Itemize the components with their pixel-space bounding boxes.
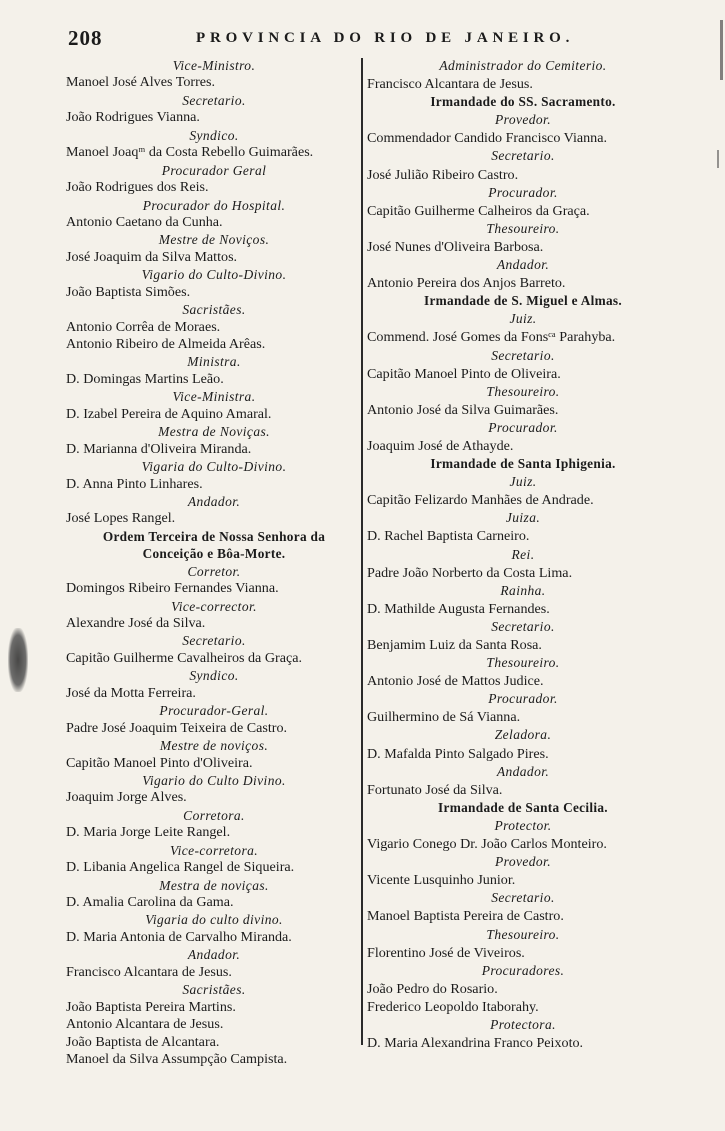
member-name: D. Amalia Carolina da Gama. [66, 894, 234, 910]
office-title: Sacristães. [182, 982, 246, 998]
office-title: Ministra. [187, 354, 241, 370]
office-title: Andador. [187, 493, 241, 509]
office-title: Sacristães. [182, 302, 246, 318]
member-name: D. Maria Alexandrina Franco Peixoto. [367, 1035, 584, 1052]
office-title: Zeladora. [494, 727, 552, 743]
member-name: Capitão Felizardo Manhães de Andrade. [367, 492, 594, 509]
office-title: Provedor. [495, 112, 551, 128]
office-title: Syndico. [189, 127, 239, 143]
office-title: Rei. [511, 546, 535, 562]
office-title: Secretario. [491, 618, 555, 634]
office-title: Andador. [187, 947, 241, 963]
member-name: D. Maria Antonia de Carvalho Miranda. [66, 928, 292, 945]
office-title: Thesoureiro. [486, 926, 560, 942]
office-title: Procurador do Hospital. [142, 197, 286, 213]
member-name: João Rodrigues dos Reis. [66, 179, 209, 196]
section-heading: Irmandade de S. Miguel e Almas. [423, 293, 623, 309]
office-title: Vigaria do Culto-Divino. [141, 459, 287, 475]
member-name: Antonio Ribeiro de Almeida Arêas. [66, 336, 266, 352]
office-title: Mestra de Noviças. [158, 424, 270, 440]
member-name: José Julião Ribeiro Castro. [367, 166, 519, 183]
member-name: João Pedro do Rosario. [367, 980, 498, 997]
office-title: Andador. [496, 257, 550, 273]
office-title: Provedor. [495, 854, 551, 870]
member-name: José Joaquim da Silva Mattos. [66, 248, 238, 265]
section-heading: Irmandade de Santa Iphigenia. [430, 456, 616, 472]
member-name: Francisco Alcantara de Jesus. [367, 76, 533, 93]
office-title: Mestre de noviços. [159, 738, 269, 754]
member-name: Capitão Guilherme Calheiros da Graça. [367, 202, 590, 219]
section-heading: Ordem Terceira de Nossa Senhora da [102, 528, 326, 544]
member-name: Antonio Pereira dos Anjos Barreto. [367, 275, 566, 292]
member-name: Capitão Manoel Pinto de Oliveira. [367, 365, 561, 382]
office-title: Thesoureiro. [486, 220, 560, 236]
member-name: José Nunes d'Oliveira Barbosa. [367, 238, 544, 255]
office-title: Mestre de Noviços. [158, 232, 270, 248]
member-name: Guilhermino de Sá Vianna. [367, 709, 521, 726]
office-title: Protectora. [490, 1016, 556, 1032]
member-name: D. Izabel Pereira de Aquino Amaral. [66, 405, 272, 422]
section-heading: Conceição e Bôa-Morte. [142, 546, 286, 562]
member-name: João Rodrigues Vianna. [66, 109, 200, 126]
member-name: Vicente Lusquinho Junior. [367, 872, 516, 889]
member-name: José da Motta Ferreira. [66, 684, 196, 701]
member-name: Commendador Candido Francisco Vianna. [367, 130, 608, 147]
member-name: João Baptista Pereira Martins. [66, 998, 236, 1015]
left-column [66, 57, 362, 1068]
office-title: Vice-corrector. [171, 598, 257, 614]
office-title: Andador. [496, 763, 550, 779]
office-title: Procurador. [488, 419, 558, 435]
member-name: Domingos Ribeiro Fernandes Vianna. [66, 580, 279, 597]
page-edge-mark [717, 150, 719, 168]
office-title: Procuradores. [481, 962, 565, 978]
office-title: Procurador-Geral. [159, 703, 269, 719]
office-title: Procurador Geral [161, 162, 267, 178]
member-name: Joaquim Jorge Alves. [66, 789, 187, 806]
member-name: Francisco Alcantara de Jesus. [66, 963, 232, 980]
member-name: Fortunato José da Silva. [367, 781, 503, 798]
member-name: Antonio José da Silva Guimarães. [367, 401, 559, 418]
office-title: Juiz. [509, 311, 537, 327]
page-header [60, 26, 670, 52]
member-name: D. Domingas Martins Leão. [66, 370, 224, 387]
member-name: D. Rachel Baptista Carneiro. [367, 528, 530, 545]
office-title: Vice-Ministro. [172, 58, 256, 73]
column-divider [361, 58, 363, 1045]
office-title: Vice-Ministra. [172, 389, 256, 405]
section-heading: Irmandade do SS. Sacramento. [430, 94, 616, 110]
member-name: Capitão Guilherme Cavalheiros da Graça. [66, 649, 302, 666]
office-title: Secretario. [491, 347, 555, 363]
member-name: Antonio Alcantara de Jesus. [66, 1016, 224, 1033]
office-title: Administrador do Cemiterio. [439, 58, 607, 73]
member-name: Manoel da Silva Assumpção Campista. [66, 1050, 288, 1067]
member-name: Manoel Baptista Pereira de Castro. [367, 908, 564, 925]
member-name: João Baptista Simões. [66, 283, 191, 300]
office-title: Rainha. [500, 582, 546, 598]
member-name: José Lopes Rangel. [66, 510, 176, 527]
office-title: Mestra de noviças. [159, 877, 269, 893]
office-title: Procurador. [488, 184, 558, 200]
office-title: Vigario do Culto-Divino. [141, 267, 287, 283]
office-title: Procurador. [488, 691, 558, 707]
member-name: João Baptista de Alcantara. [66, 1033, 220, 1050]
office-title: Juiz. [509, 474, 537, 490]
office-title: Secretario. [491, 890, 555, 906]
member-name: Florentino José de Viveiros. [367, 944, 525, 961]
page-number: 208 [68, 26, 103, 50]
member-name: Antonio Corrêa de Moraes. [66, 318, 221, 335]
member-name: Alexandre José da Silva. [66, 615, 206, 631]
member-name: Antonio Caetano da Cunha. [66, 213, 223, 230]
office-title: Corretor. [187, 563, 241, 579]
member-name: Vigario Conego Dr. João Carlos Monteiro. [367, 836, 607, 853]
member-name: D. Mafalda Pinto Salgado Pires. [367, 745, 549, 762]
office-title: Secretario. [491, 148, 555, 164]
office-title: Juiza. [505, 510, 541, 526]
office-title: Vigario do Culto Divino. [142, 772, 286, 788]
ink-blot [8, 628, 28, 692]
right-column [367, 57, 679, 1052]
member-name: Frederico Leopoldo Itaborahy. [367, 998, 539, 1015]
member-name: Manoel José Alves Torres. [66, 74, 216, 91]
office-title: Thesoureiro. [486, 655, 560, 671]
office-title: Thesoureiro. [486, 383, 560, 399]
page-edge-mark [720, 20, 723, 80]
member-name: D. Maria Jorge Leite Rangel. [66, 824, 231, 841]
member-name: Antonio José de Mattos Judice. [367, 673, 544, 690]
member-name: D. Mathilde Augusta Fernandes. [367, 600, 550, 617]
office-title: Protector. [494, 817, 552, 833]
section-heading: Irmandade de Santa Cecilia. [438, 799, 608, 815]
member-name: Capitão Manoel Pinto d'Oliveira. [66, 754, 253, 771]
office-title: Secretario. [182, 633, 246, 649]
member-name: Joaquim José de Athayde. [367, 437, 514, 454]
member-name: Padre José Joaquim Teixeira de Castro. [66, 719, 288, 736]
member-name: Manoel Joaqᵐ da Costa Rebello Guimarães. [66, 144, 314, 161]
office-title: Vice-corretora. [169, 842, 259, 858]
office-title: Vigaria do culto divino. [145, 912, 283, 928]
member-name: Benjamim Luiz da Santa Rosa. [367, 637, 542, 653]
office-title: Corretora. [183, 807, 245, 823]
running-title: PROVINCIA DO RIO DE JANEIRO. [196, 30, 575, 46]
member-name: D. Libania Angelica Rangel de Siqueira. [66, 859, 295, 876]
member-name: Commend. José Gomes da Fonsᶜᵃ Parahyba. [367, 329, 616, 346]
member-name: D. Anna Pinto Linhares. [66, 475, 203, 492]
office-title: Secretario. [182, 92, 246, 108]
office-title: Syndico. [189, 668, 239, 684]
member-name: D. Marianna d'Oliveira Miranda. [66, 440, 252, 457]
member-name: Padre João Norberto da Costa Lima. [367, 564, 573, 581]
